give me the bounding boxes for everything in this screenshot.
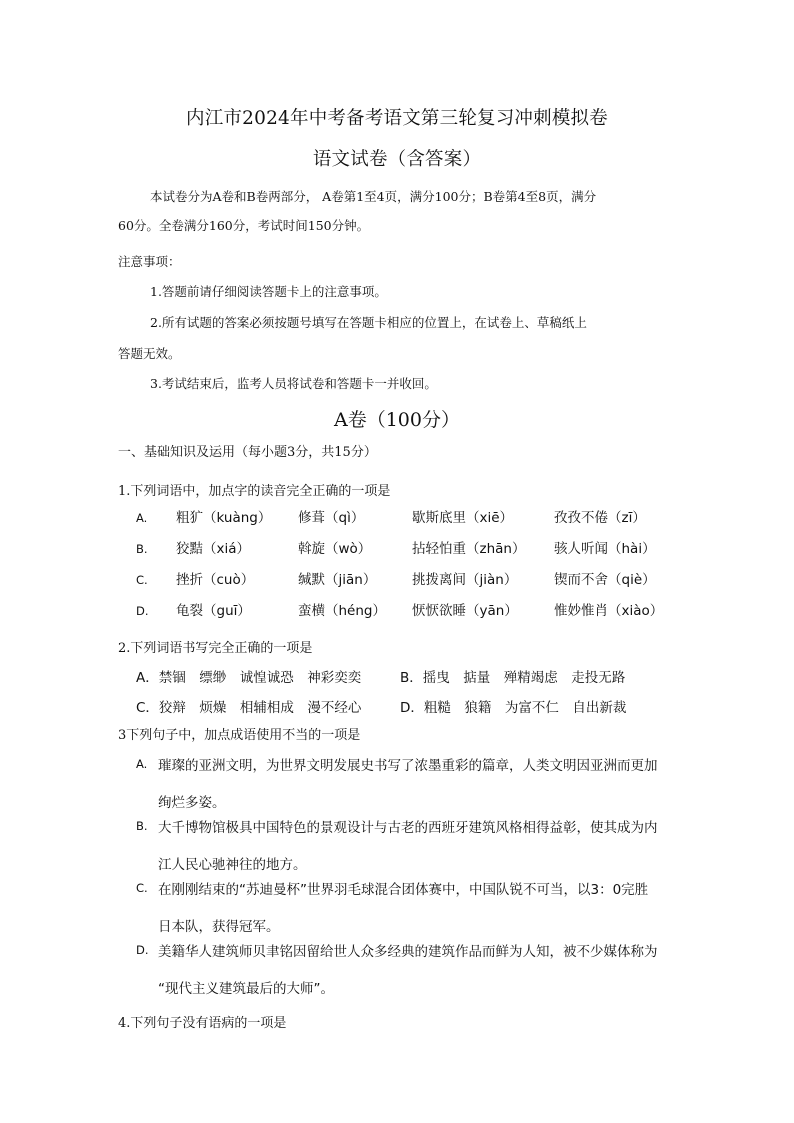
section-a-heading: A卷（100分） — [334, 409, 460, 431]
notes-item-2-line-2: 答题无效。 — [118, 346, 181, 361]
q3-option-a-line-1: 璀璨的亚洲文明，为世界文明发展史书写了浓墨重彩的篇章，人类文明因亚洲而更加 — [158, 758, 658, 774]
q1-option-word: 粗犷（kuàng） — [176, 510, 272, 526]
q1-option-word: 骇人听闻（hài） — [554, 541, 656, 557]
q3-option-c-label: C. — [136, 881, 148, 895]
q1-option-word: 缄默（jiān） — [298, 572, 377, 588]
q2-option-b: B．摇曳 掂量 殚精竭虑 走投无路 — [400, 670, 626, 686]
q1-option-word: 锲而不舍（qiè） — [554, 572, 656, 588]
q3-option-c-line-2: 日本队，获得冠军。 — [158, 919, 280, 935]
notes-item-3: 3.考试结束后，监考人员将试卷和答题卡一并收回。 — [150, 376, 437, 391]
document-title: 内江市2024年中考备考语文第三轮复习冲刺模拟卷 — [186, 108, 608, 129]
q1-option-word: 龟裂（guī） — [176, 603, 251, 619]
intro-line-2: 60分。全卷满分160分，考试时间150分钟。 — [118, 218, 370, 233]
q1-option-word: 歇斯底里（xiē） — [412, 510, 514, 526]
q2-option-c: C．狡辩 烦燥 相辅相成 漫不经心 — [136, 700, 362, 716]
q1-stem: 1.下列词语中，加点字的读音完全正确的一项是 — [118, 484, 391, 499]
q1-option-label: D. — [136, 604, 149, 618]
q1-option-label: C. — [136, 573, 148, 587]
q3-option-b-line-1: 大千博物馆极具中国特色的景观设计与古老的西班牙建筑风格相得益彰，使其成为内 — [158, 820, 658, 836]
q1-option-word: 恹恹欲睡（yān） — [412, 603, 518, 619]
q1-option-word: 挫折（cuò） — [176, 572, 255, 588]
q1-option-word: 挑拨离间（jiàn） — [412, 572, 518, 588]
q1-option-word: 拈轻怕重（zhān） — [412, 541, 526, 557]
q3-option-a-line-2: 绚烂多姿。 — [158, 795, 226, 811]
q3-option-b-label: B. — [136, 819, 148, 833]
q1-option-word: 斡旋（wò） — [298, 541, 372, 557]
q3-option-c-line-1: 在刚刚结束的“苏迪曼杯”世界羽毛球混合团体赛中，中国队锐不可当，以3：0完胜 — [158, 882, 649, 898]
intro-line-1: 本试卷分为A卷和B卷两部分， A卷第1至4页，满分100分；B卷第4至8页，满分 — [150, 189, 597, 204]
notes-item-2-line-1: 2.所有试题的答案必须按题号填写在答题卡相应的位置上，在试卷上、草稿纸上 — [150, 315, 587, 330]
q3-stem: 3下列句子中，加点成语使用不当的一项是 — [118, 728, 361, 743]
q1-option-word: 狡黠（xiá） — [176, 541, 251, 557]
q4-stem: 4.下列句子没有语病的一项是 — [118, 1016, 287, 1031]
q3-option-d-line-2: “现代主义建筑最后的大师”。 — [158, 981, 334, 997]
document-subtitle: 语文试卷（含答案） — [312, 149, 482, 170]
q3-option-d-line-1: 美籍华人建筑师贝聿铭因留给世人众多经典的建筑作品而鲜为人知，被不少媒体称为 — [158, 944, 658, 960]
q1-option-label: A. — [136, 511, 148, 525]
q1-option-word: 蛮横（héng） — [298, 603, 386, 619]
q2-option-d: D．粗糙 狼籍 为富不仁 自出新裁 — [400, 700, 627, 716]
q3-option-b-line-2: 江人民心驰神往的地方。 — [158, 857, 307, 873]
q2-option-a: A．禁锢 缥缈 诚惶诚恐 神彩奕奕 — [136, 670, 362, 686]
q3-option-d-label: D. — [136, 943, 149, 957]
q1-option-label: B. — [136, 542, 148, 556]
q1-option-word: 孜孜不倦（zī） — [554, 510, 646, 526]
notes-heading: 注意事项： — [118, 254, 181, 269]
q2-stem: 2.下列词语书写完全正确的一项是 — [118, 641, 313, 656]
notes-item-1: 1.答题前请仔细阅读答题卡上的注意事项。 — [150, 284, 387, 299]
q1-option-word: 惟妙惟肖（xiào） — [554, 603, 664, 619]
q3-option-a-label: A. — [136, 757, 148, 771]
part-1-heading: 一、基础知识及运用（每小题3分，共15分） — [118, 445, 377, 460]
q1-option-word: 修葺（qì） — [298, 510, 365, 526]
